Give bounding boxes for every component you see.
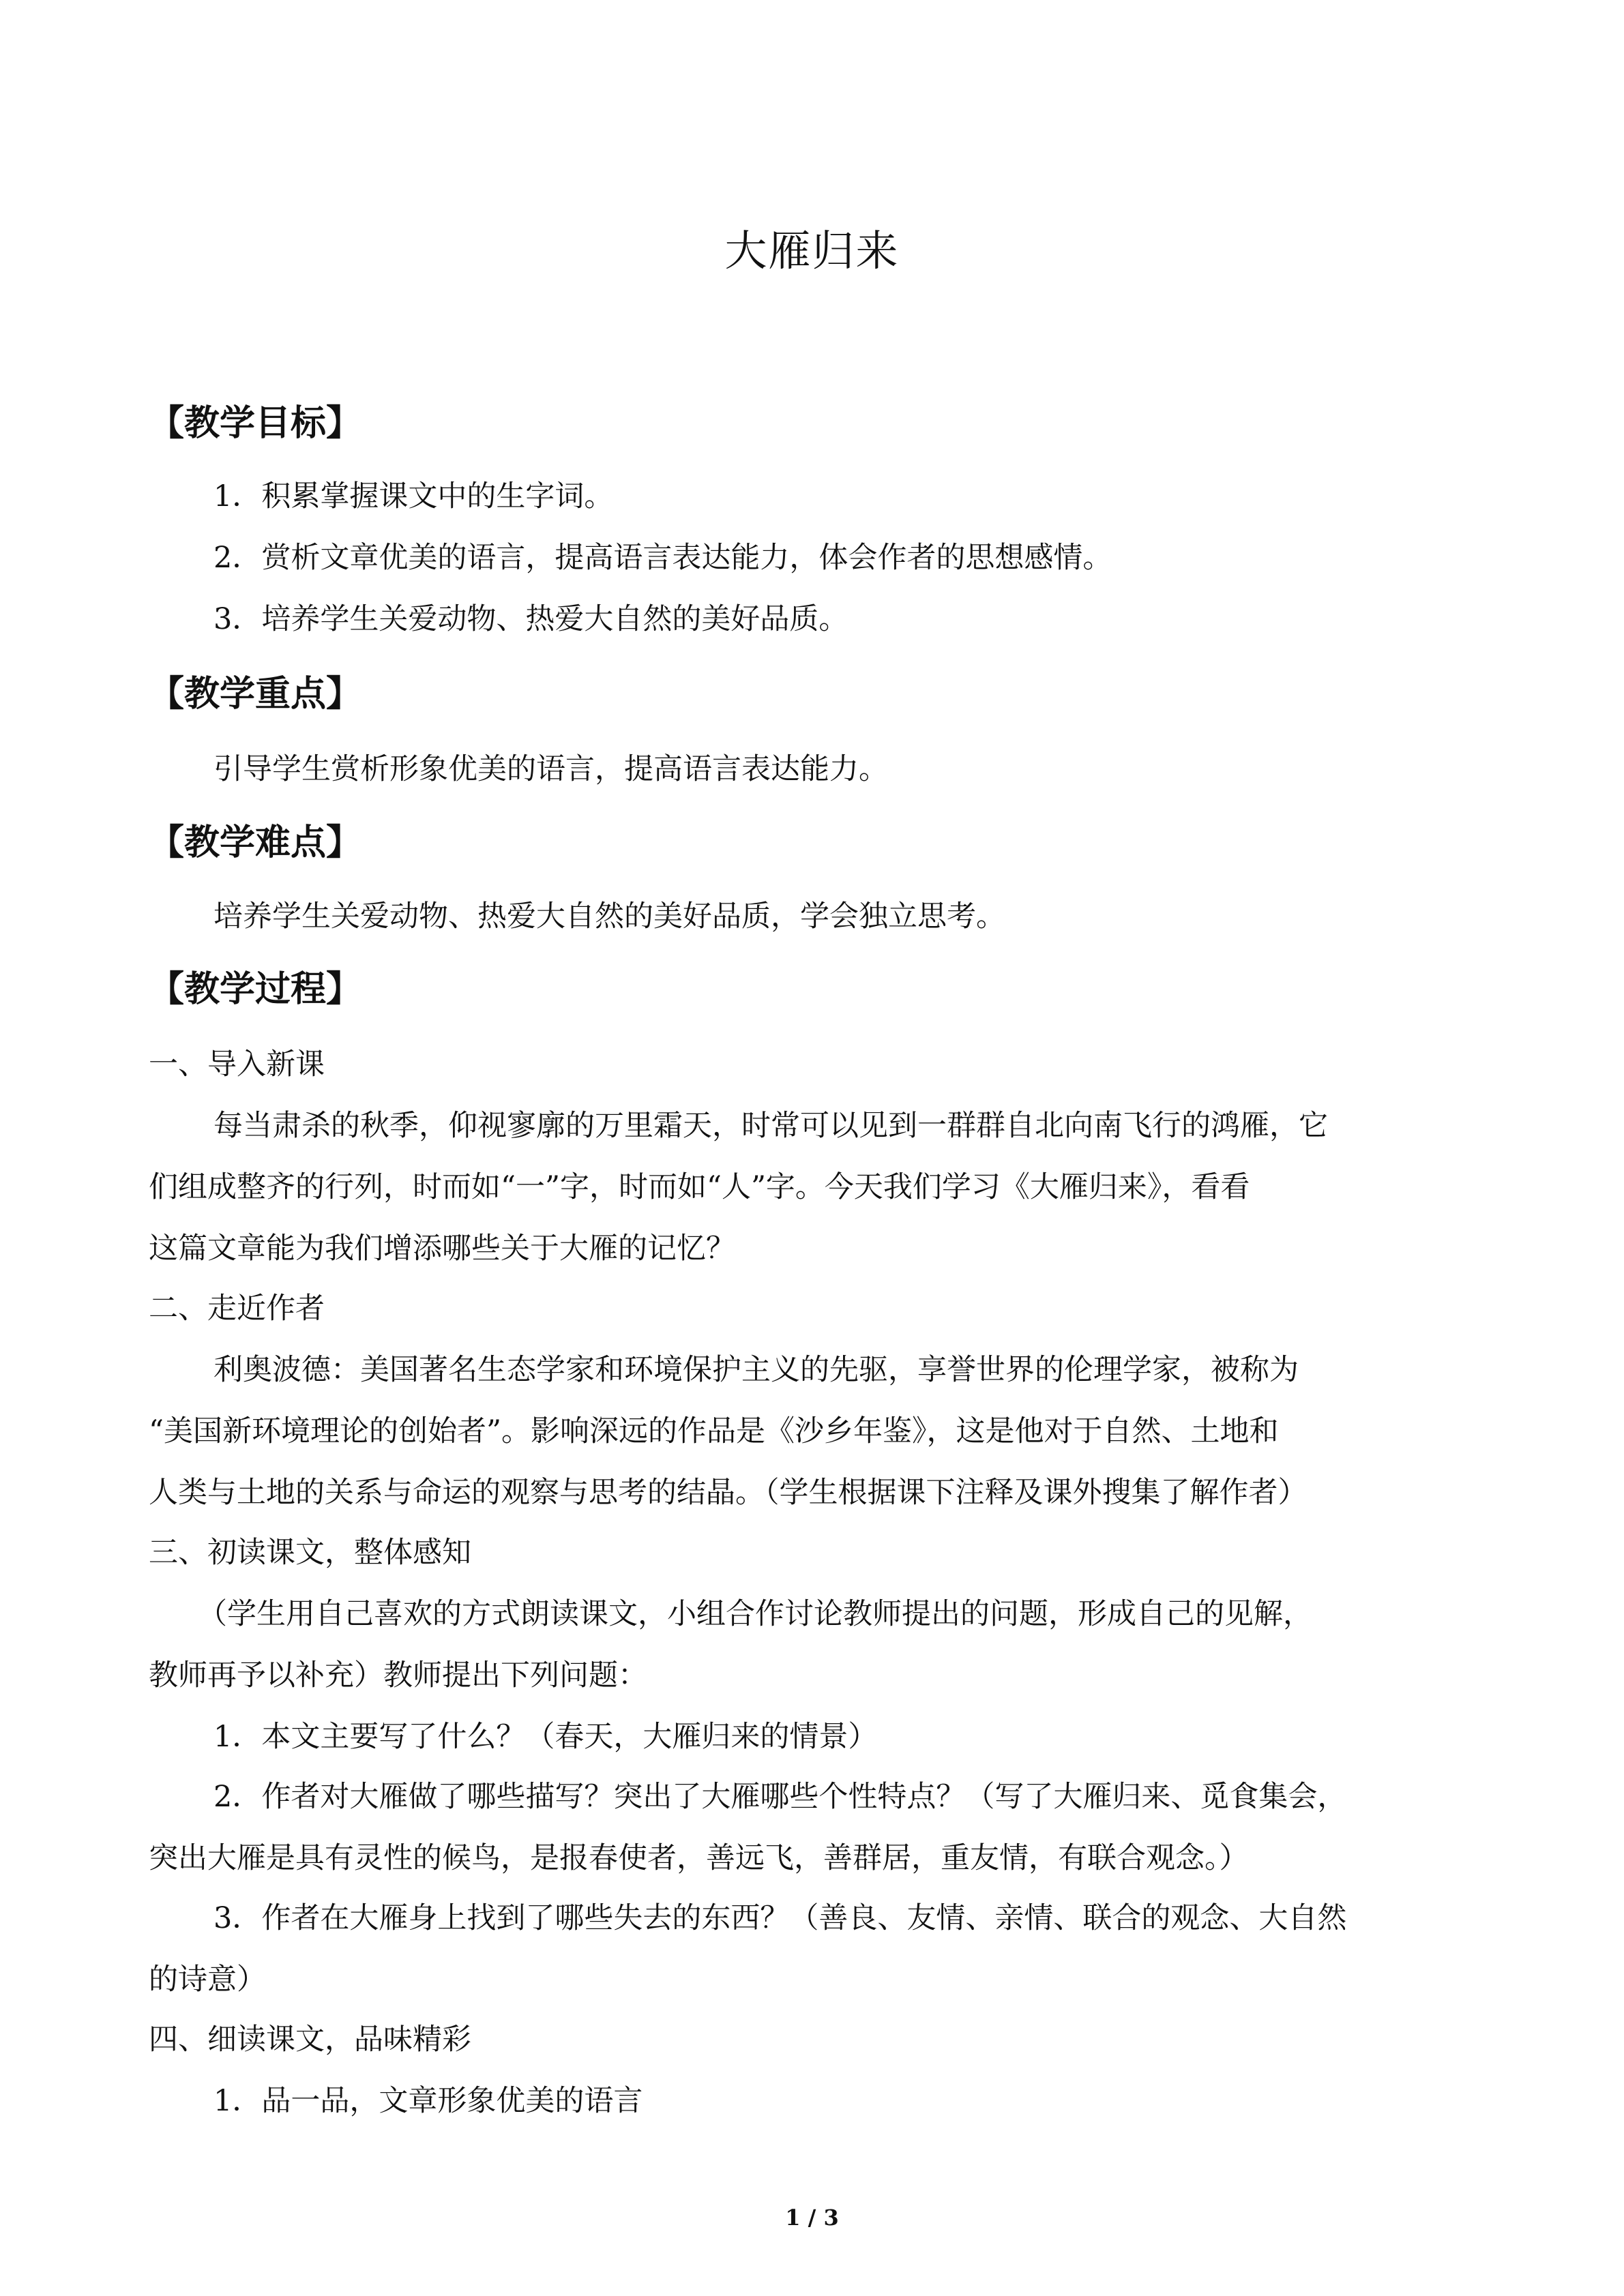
section-3-title: 三、初读课文，整体感知 (149, 1536, 471, 1570)
heading-process: 【教学过程】 (149, 969, 362, 1010)
section-2-paragraph-line: 利奥波德：美国著名生态学家和环境保护主义的先驱，享誉世界的伦理学家，被称为 (213, 1353, 1299, 1387)
goal-item-1: 1．积累掌握课文中的生字词。 (213, 479, 614, 513)
heading-goals: 【教学目标】 (149, 403, 362, 444)
section-1-title: 一、导入新课 (149, 1047, 325, 1082)
section-1-paragraph-line: 们组成整齐的行列，时而如“一”字，时而如“人”字。今天我们学习《大雁归来》，看看 (149, 1170, 1250, 1204)
section-3-question-3-cont: 的诗意） (149, 1963, 266, 1997)
section-2-paragraph-line: “美国新环境理论的创始者”。影响深远的作品是《沙乡年鉴》，这是他对于自然、土地和 (149, 1414, 1279, 1448)
page-title: 大雁归来 (724, 226, 900, 275)
section-3-question-2-cont: 突出大雁是具有灵性的候鸟，是报春使者，善远飞，善群居，重友情，有联合观念。） (149, 1841, 1249, 1875)
section-3-question-2: 2．作者对大雁做了哪些描写？突出了大雁哪些个性特点？（写了大雁归来、觅食集会， (213, 1780, 1347, 1814)
section-1-paragraph-line: 这篇文章能为我们增添哪些关于大雁的记忆？ (149, 1232, 735, 1266)
difficulties-text: 培养学生关爱动物、热爱大自然的美好品质，学会独立思考。 (213, 899, 1005, 934)
section-1-paragraph-line: 每当肃杀的秋季，仰视寥廓的万里霜天，时常可以见到一群群自北向南飞行的鸿雁，它 (213, 1109, 1328, 1143)
section-3-paragraph-line: 教师再予以补充）教师提出下列问题： (149, 1658, 647, 1693)
section-3-question-3: 3．作者在大雁身上找到了哪些失去的东西？（善良、友情、亲情、联合的观念、大自然 (213, 1901, 1347, 1935)
page-number: 1 / 3 (785, 2205, 839, 2231)
heading-key-points: 【教学重点】 (149, 674, 362, 715)
section-2-paragraph-line: 人类与土地的关系与命运的观察与思考的结晶。（学生根据课下注释及课外搜集了解作者） (149, 1476, 1308, 1510)
section-2-title: 二、走近作者 (149, 1292, 325, 1326)
key-points-text: 引导学生赏析形象优美的语言，提高语言表达能力。 (213, 752, 888, 786)
section-3-question-1: 1．本文主要写了什么？（春天，大雁归来的情景） (213, 1720, 878, 1754)
goal-item-2: 2．赏析文章优美的语言，提高语言表达能力，体会作者的思想感情。 (213, 541, 1112, 575)
goal-item-3: 3．培养学生关爱动物、热爱大自然的美好品质。 (213, 602, 848, 636)
section-4-title: 四、细读课文，品味精彩 (149, 2023, 471, 2057)
section-4-item-1: 1．品一品，文章形象优美的语言 (213, 2084, 643, 2118)
heading-difficulties: 【教学难点】 (149, 822, 362, 863)
section-3-paragraph-line: （学生用自己喜欢的方式朗读课文，小组合作讨论教师提出的问题，形成自己的见解， (198, 1597, 1312, 1631)
